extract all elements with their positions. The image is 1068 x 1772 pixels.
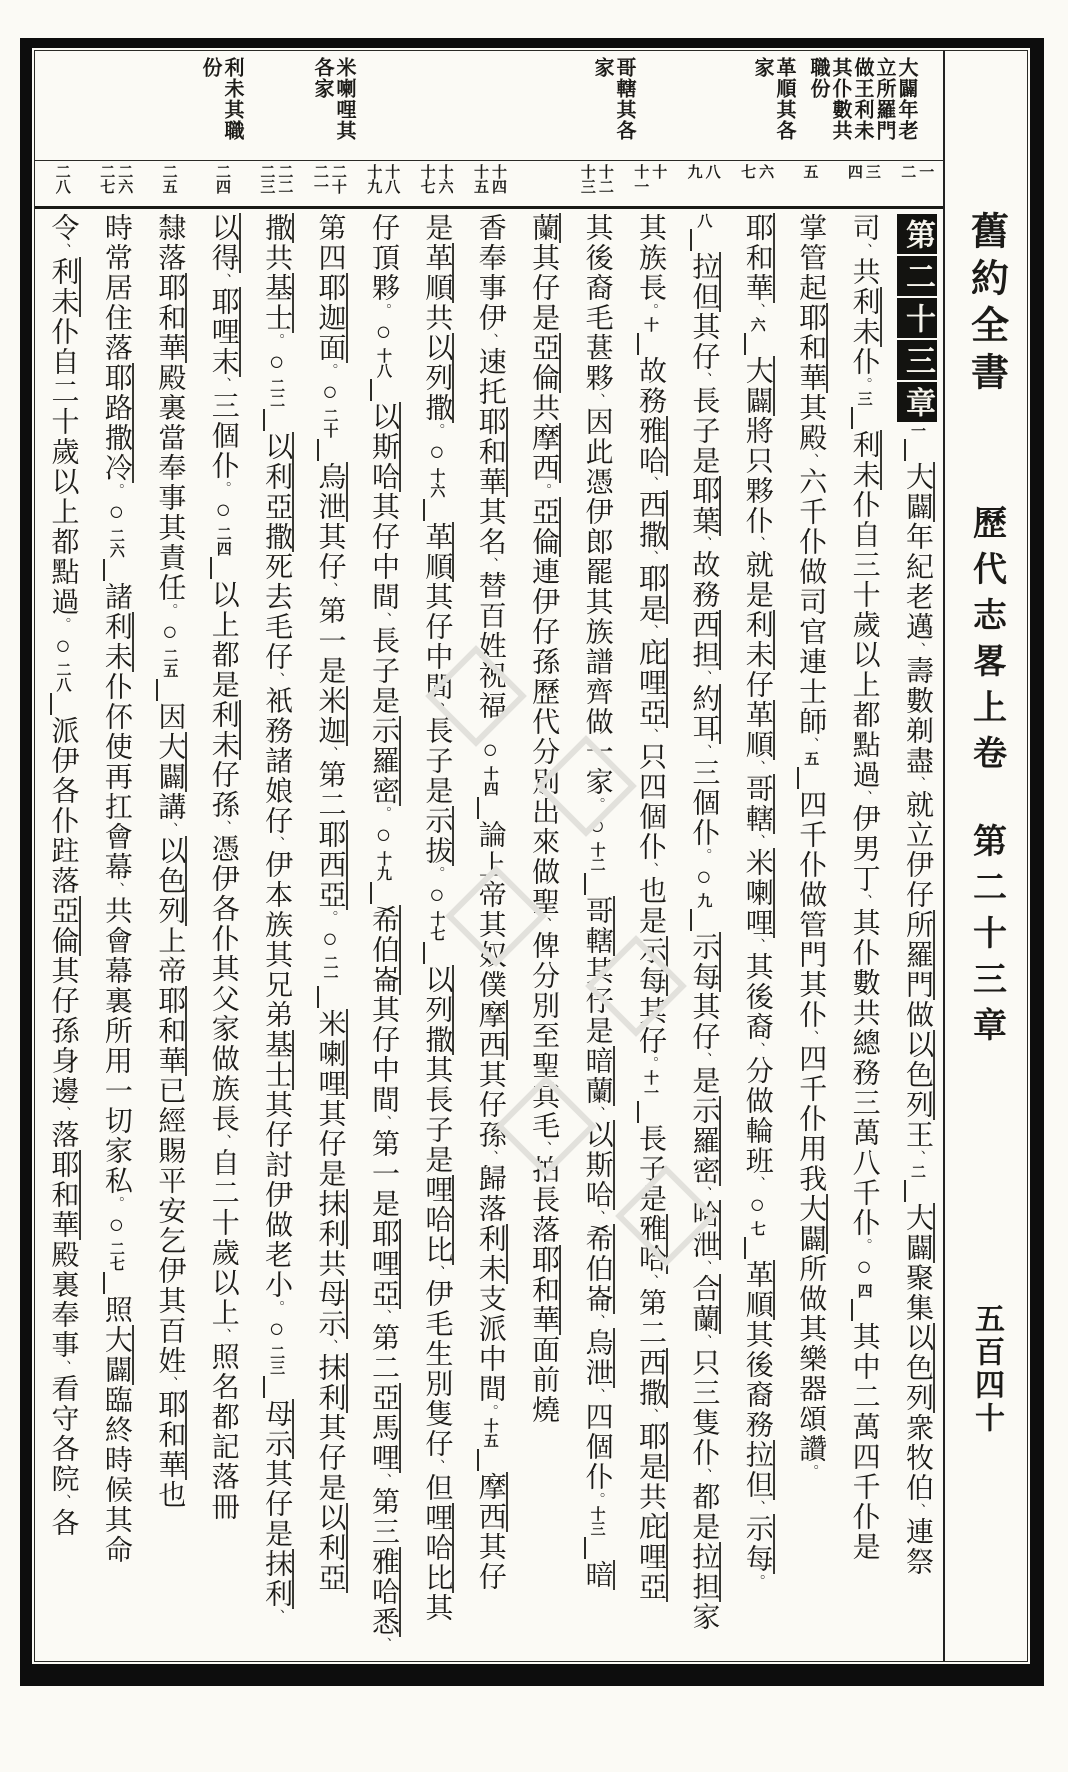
inline-verse-marker: 二六 — [107, 528, 124, 558]
verse-marker-line — [103, 1272, 105, 1294]
proper-name: 示每 — [741, 1514, 773, 1574]
proper-name: 暗蘭 — [581, 1046, 613, 1106]
proper-name: 西撒 — [634, 1348, 666, 1408]
inline-verse-marker: 十 — [641, 317, 658, 332]
verse-marker-line — [584, 873, 586, 895]
section-circle: ○ — [48, 631, 78, 662]
proper-name: 以利亞撒 — [261, 432, 293, 552]
verse-number: 五 — [801, 164, 818, 180]
verse-number: 十一 — [632, 164, 649, 195]
proper-name: 拉担 — [688, 1542, 720, 1602]
text-column: 以得、耶哩末、三個仆。○二四以上都是利未仔孫、憑伊各仆其父家做族長、自二十歲以上、照名都記落冊 — [207, 213, 239, 1522]
marginal-note — [199, 57, 243, 141]
verse-number-band — [35, 161, 943, 209]
proper-name: 抹利 — [261, 1549, 293, 1609]
marginal-note — [311, 57, 355, 141]
verse-number: 九 — [685, 164, 702, 180]
section-circle: ○ — [689, 862, 719, 893]
verse-marker-line — [423, 942, 425, 964]
proper-name: 以色列 — [902, 1030, 933, 1120]
verse-number: 十五 — [472, 164, 489, 195]
verse-number-slot — [195, 161, 248, 206]
inline-verse-marker: 四 — [855, 1283, 872, 1298]
proper-name: 革順 — [741, 1260, 773, 1320]
marginal-note-column: 革順其各 — [773, 57, 795, 141]
verse-number-slot — [729, 161, 782, 206]
text-column: 第四耶迦面。○二十烏泄其仔、第一是米迦、第二耶西亞。○二一米喇哩其仔是抹利共母示、抹利其仔是以利亞 — [314, 213, 346, 1593]
verse-marker-line — [156, 679, 158, 701]
verse-number-slot — [142, 161, 195, 206]
proper-name: 希伯崙 — [581, 1224, 613, 1314]
verse-marker-line — [210, 557, 212, 579]
marginal-notes-band — [35, 51, 943, 161]
marginal-note-column: 做王利未 — [851, 57, 873, 141]
verse-marker-line — [263, 1376, 265, 1398]
verse-number: 十三 — [578, 164, 595, 195]
proper-name: 合蘭 — [688, 1274, 720, 1334]
marginal-note — [807, 57, 917, 141]
text-column: 其族長。十故務雅哈、西撒、耶是、庇哩亞、只四個仆、也是示每其仔。十一長子是雅哈、第二西撒、耶是共庇哩亞 — [634, 213, 666, 1602]
proper-name: 摩西 — [474, 1000, 506, 1060]
proper-name: 示拔 — [421, 806, 453, 866]
verse-number: 二八 — [53, 164, 70, 195]
section-circle: ○ — [315, 924, 345, 955]
section-circle: ○ — [475, 735, 505, 766]
verse-marker-line — [317, 986, 319, 1008]
proper-name: 米喇哩 — [314, 1009, 346, 1099]
inline-verse-marker: 八 — [695, 213, 712, 228]
proper-name: 耶路撒冷 — [100, 363, 132, 483]
proper-name: 大闢 — [741, 356, 773, 416]
verse-number: 二六 — [116, 164, 133, 195]
proper-name: 基士 — [261, 1030, 293, 1090]
inline-verse-marker: 二八 — [54, 662, 71, 692]
proper-name: 以斯哈 — [367, 402, 399, 492]
proper-name: 以列撒 — [421, 333, 453, 423]
verse-number-slot — [890, 161, 943, 206]
verse-marker-line — [50, 693, 52, 715]
verse-marker-line — [370, 379, 372, 401]
proper-name: 烏泄 — [581, 1328, 613, 1388]
verse-number: 四 — [845, 164, 862, 180]
marginal-note-column: 立所羅門 — [873, 57, 895, 141]
verse-marker-line — [317, 439, 319, 461]
verse-number-slot — [783, 161, 836, 206]
verse-marker-line — [584, 1537, 586, 1559]
proper-name: 哩哈比 — [421, 1175, 453, 1265]
proper-name: 哈泄 — [688, 1200, 720, 1260]
proper-name: 利未 — [47, 257, 79, 317]
proper-name: 亞倫 — [528, 333, 560, 393]
inline-verse-marker: 二四 — [214, 526, 231, 556]
proper-name: 哥轄 — [741, 774, 773, 834]
proper-name: 以得 — [207, 213, 239, 273]
marginal-note-column: 哥轄其各 — [613, 57, 635, 141]
proper-name: 大闢 — [795, 1194, 827, 1254]
proper-name: 耶和華 — [528, 1245, 560, 1335]
proper-name: 西撒 — [634, 490, 666, 550]
proper-name: 抹利 — [314, 1353, 346, 1413]
title-column — [943, 51, 1027, 1661]
inline-verse-marker: 二三 — [268, 1345, 285, 1375]
proper-name: 利未 — [848, 287, 880, 347]
proper-name: 大闢 — [154, 732, 186, 792]
text-column: 隸落耶和華殿裏當奉事其責任。○二五因大闢講、以色列上帝耶和華已經賜平安乞伊其百姓、耶和華也 — [154, 213, 186, 1510]
verse-marker-line — [851, 407, 853, 429]
proper-name: 革順 — [421, 522, 453, 582]
section-circle: ○ — [101, 497, 131, 528]
marginal-note — [751, 57, 795, 141]
verse-marker-line — [103, 559, 105, 581]
inline-verse-marker: 十一 — [641, 1070, 658, 1100]
page-number: 五百四十 — [970, 1303, 1003, 1435]
text-column: 仔頂夥。○十八以斯哈其仔中間、長子是示羅密。○十九希伯崙其仔中間、第一是耶哩亞、第二亞馬哩、第三雅哈悉、 — [367, 213, 399, 1651]
verse-number-slot — [836, 161, 889, 206]
proper-name: 耶和華 — [474, 407, 506, 497]
inline-verse-marker: 十九 — [374, 851, 391, 881]
verse-marker-line — [797, 767, 799, 789]
verse-marker-line — [263, 409, 265, 431]
proper-name: 雅哈悉 — [367, 1547, 399, 1637]
proper-name: 利未 — [741, 610, 773, 670]
page-frame — [20, 38, 1044, 1686]
proper-name: 耶是 — [634, 564, 666, 624]
verse-marker-line — [423, 499, 425, 521]
proper-name: 耶和華 — [795, 303, 827, 393]
proper-name: 母示 — [261, 1399, 293, 1459]
inline-verse-marker: 九 — [695, 893, 712, 908]
proper-name: 蘭 — [528, 213, 560, 243]
proper-name: 大闢 — [902, 1203, 933, 1263]
proper-name: 利未 — [100, 612, 132, 672]
text-column: 掌管起耶和華其殿、六千仆做司官連士師、五四千仆做管門其仆、四千仆用我大闢所做其樂器頌讚。 — [795, 213, 827, 1478]
section-circle: ○ — [368, 820, 398, 851]
verse-number-slot — [462, 161, 515, 206]
proper-name: 抹利 — [314, 1189, 346, 1249]
text-column: 令、利未仆自二十歲以上都點過。○二八派伊各仆跓落亞倫其仔孫身邊、落耶和華殿裏奉事、看守各院、各 — [47, 213, 79, 1538]
verse-marker-line — [904, 439, 906, 461]
verse-marker-line — [690, 229, 692, 251]
inline-verse-marker: 二二 — [268, 378, 285, 408]
section-circle: ○ — [849, 1252, 879, 1283]
proper-name: 約耳 — [688, 684, 720, 744]
verse-number: 八 — [703, 164, 720, 180]
verse-number: 六 — [757, 164, 774, 180]
section-circle: ○ — [101, 1210, 131, 1241]
text-column: 其後裔毛葚夥、因此憑伊郎罷其族譜齊做一家。○十二哥轄其仔是暗蘭、以斯哈、希伯崙、烏泄、四個仆。十三暗 — [581, 213, 613, 1590]
verse-number-slot — [623, 161, 676, 206]
proper-name: 以色列 — [154, 836, 186, 926]
verse-number: 二四 — [214, 164, 231, 195]
proper-name: 耶西亞 — [314, 820, 346, 910]
verse-number-slot — [89, 161, 142, 206]
chapter-title: 第二十三章 — [967, 823, 1005, 1053]
proper-name: 拉但 — [688, 252, 720, 312]
verse-number: 二 — [899, 164, 916, 180]
proper-name: 利未 — [474, 1224, 506, 1284]
proper-name: 西担 — [688, 610, 720, 670]
marginal-note-column: 份 — [199, 57, 221, 78]
inline-verse-marker: 十七 — [428, 911, 445, 941]
section-circle: ○ — [368, 317, 398, 348]
inline-verse-marker: 二 — [909, 1164, 925, 1179]
text-column: 第二十三章一大闢年紀老邁、壽數剃盡、就立伊仔所羅門做以色列王、二大闢聚集以色列衆牧伯、連祭 — [890, 213, 943, 1661]
marginal-note-column: 職份 — [807, 57, 829, 99]
verse-number-slot — [676, 161, 729, 206]
proper-name: 撒 — [261, 213, 293, 243]
inline-verse-marker: 二五 — [161, 648, 178, 678]
verse-number-slot — [409, 161, 462, 206]
marginal-note — [591, 57, 635, 141]
chapter-heading-box: 十 — [897, 298, 937, 338]
proper-name: 以列撒 — [421, 965, 453, 1055]
marginal-note-column: 米喇哩其 — [333, 57, 355, 141]
proper-name: 暗 — [581, 1560, 613, 1590]
proper-name: 示每 — [634, 936, 666, 996]
proper-name: 以利亞 — [314, 1503, 346, 1593]
proper-name: 拉但 — [741, 1440, 773, 1500]
inline-verse-marker: 十二 — [588, 842, 605, 872]
verse-number: 十九 — [365, 164, 382, 195]
proper-name: 米喇哩 — [741, 848, 773, 938]
marginal-note-column: 家 — [751, 57, 773, 78]
text-column: 時常居住落耶路撒冷。○二六諸利未仆伓使再扛會幕、共會幕裏所用一切家私。○二七照大闢臨終時候其命 — [100, 213, 132, 1565]
section-circle: ○ — [422, 880, 452, 911]
proper-name: 希伯崙 — [367, 905, 399, 995]
proper-name: 耶是 — [634, 1422, 666, 1482]
verse-marker-line — [637, 333, 639, 355]
inline-verse-marker: 一 — [909, 423, 925, 438]
verse-number: 十七 — [418, 164, 435, 195]
section-circle: ○ — [742, 1190, 772, 1221]
chapter-heading-box: 章 — [897, 382, 937, 422]
proper-name: 耶和華 — [154, 1390, 186, 1480]
text-column: 司、共利未仆。三利未仆自三十歲以上都點過、伊男丁、其仆數共總務三萬八千仆。○四其中二萬四千仆是 — [848, 213, 880, 1562]
text-column: 香奉事伊、速托耶和華其名、替百姓祝福。○十四論上帝其奴僕摩西其仔孫、歸落利未支派中間。十五摩西其仔 — [474, 213, 506, 1592]
proper-name: 亞馬哩 — [367, 1383, 399, 1473]
proper-name: 雅哈 — [634, 1214, 666, 1274]
verse-marker-line — [370, 882, 372, 904]
section-circle: ○ — [208, 495, 238, 526]
verse-number: 十二 — [596, 164, 613, 195]
inline-verse-marker: 十八 — [374, 348, 391, 378]
verse-number-slot — [302, 161, 355, 206]
verse-number: 十 — [650, 164, 667, 180]
text-column: 八拉但其仔、長子是耶葉、故務西担、約耳、三個仆。○九示每其仔、是示羅密、哈泄、合蘭、只三隻仆、都是拉担家 — [688, 213, 720, 1632]
section-circle: ○ — [582, 811, 612, 842]
verse-marker-line — [477, 1449, 479, 1471]
section-circle: ○ — [155, 617, 185, 648]
inline-verse-marker: 七 — [748, 1221, 765, 1236]
proper-name: 庇哩亞 — [634, 1512, 666, 1602]
verse-number: 十八 — [383, 164, 400, 195]
proper-name: 耶哩亞 — [367, 1219, 399, 1309]
proper-name: 大闢 — [100, 1325, 132, 1385]
proper-name: 耶和華 — [47, 1150, 79, 1240]
proper-name: 所羅門 — [902, 910, 933, 1000]
text-columns — [35, 209, 943, 1661]
book-title: 舊約全書 — [964, 211, 1007, 399]
inline-verse-marker: 十六 — [428, 468, 445, 498]
verse-number: 二五 — [160, 164, 177, 195]
verse-number: 十六 — [436, 164, 453, 195]
page-inner-border — [34, 50, 1028, 1662]
proper-name: 大闢 — [902, 462, 933, 522]
verse-marker-line — [744, 1237, 746, 1259]
text-column: 是革順共以列撒。○十六革順其仔中間、長子是示拔。○十七以列撒其長子是哩哈比、伊毛生別隻仔、但哩哈比其 — [421, 213, 453, 1623]
verse-number-slot — [356, 161, 409, 206]
inline-verse-marker: 二七 — [107, 1241, 124, 1271]
verse-number: 一 — [917, 164, 934, 180]
main-text-block — [35, 51, 943, 1661]
inline-verse-marker: 十五 — [481, 1418, 498, 1448]
verse-number: 二三 — [258, 164, 275, 195]
proper-name: 示每 — [688, 932, 720, 992]
inline-verse-marker: 五 — [802, 751, 819, 766]
section-circle: ○ — [262, 347, 292, 378]
marginal-note-column: 家 — [591, 57, 613, 78]
proper-name: 哥轄 — [581, 896, 613, 956]
proper-name: 耶和華 — [741, 213, 773, 303]
chapter-heading-box: 二 — [897, 256, 937, 296]
proper-name: 耶和華 — [154, 273, 186, 363]
proper-name: 庇哩亞 — [634, 638, 666, 728]
proper-name: 摩西 — [528, 423, 560, 483]
text-column: 蘭其仔是亞倫共摩西。亞倫連伊仔孫歷代分別出來做聖、俾分別至聖其毛、拍長落耶和華面前燒 — [528, 213, 560, 1425]
inline-verse-marker: 六 — [748, 317, 765, 332]
proper-name: 以色列 — [902, 1323, 933, 1413]
verse-number: 十四 — [490, 164, 507, 195]
verse-marker-line — [637, 1101, 639, 1123]
chapter-heading-box: 三 — [897, 340, 937, 380]
proper-name: 以斯哈 — [581, 1120, 613, 1210]
verse-number: 二十 — [329, 164, 346, 195]
proper-name: 示羅密 — [688, 1096, 720, 1186]
section-circle: ○ — [422, 437, 452, 468]
verse-number-slot — [569, 161, 622, 206]
proper-name: 耶葉 — [688, 476, 720, 536]
proper-name: 革順 — [741, 700, 773, 760]
inline-verse-marker: 三 — [855, 391, 872, 406]
verse-number: 三 — [863, 164, 880, 180]
verse-marker-line — [904, 1180, 906, 1202]
proper-name: 亞倫 — [528, 497, 560, 557]
proper-name: 耶和華 — [154, 986, 186, 1076]
verse-number: 二一 — [311, 164, 328, 195]
inline-verse-marker: 十四 — [481, 766, 498, 796]
proper-name: 米迦 — [314, 686, 346, 746]
verse-number: 二二 — [276, 164, 293, 195]
proper-name: 烏泄 — [314, 462, 346, 522]
verse-marker-line — [744, 333, 746, 355]
verse-number-slot — [249, 161, 302, 206]
proper-name: 耶迦面 — [314, 273, 346, 363]
proper-name: 革順 — [421, 243, 453, 303]
verse-number: 七 — [739, 164, 756, 180]
inline-verse-marker: 十三 — [588, 1506, 605, 1536]
verse-marker-line — [477, 797, 479, 819]
proper-name: 雅哈 — [634, 416, 666, 476]
proper-name: 示羅密 — [367, 716, 399, 806]
proper-name: 利未 — [207, 700, 239, 760]
verse-number: 二七 — [98, 164, 115, 195]
marginal-note-column: 大闢年老 — [895, 57, 917, 141]
volume-title: 歷代志畧上卷 — [967, 505, 1005, 781]
proper-name: 母示 — [314, 1279, 346, 1339]
proper-name: 亞倫 — [47, 896, 79, 956]
verse-number-slot — [516, 161, 569, 206]
verse-marker-line — [851, 1299, 853, 1321]
verse-number-slot — [35, 161, 88, 206]
inline-verse-marker: 二十 — [321, 408, 338, 438]
proper-name: 利未 — [848, 430, 880, 490]
proper-name: 哩哈比 — [421, 1503, 453, 1593]
marginal-note-column: 其仆數共 — [829, 57, 851, 141]
marginal-note-column: 利未其職 — [221, 57, 243, 141]
section-circle: ○ — [315, 377, 345, 408]
inline-verse-marker: 二一 — [321, 955, 338, 985]
proper-name: 基士 — [261, 273, 293, 333]
marginal-note-column: 各家 — [311, 57, 333, 99]
section-circle: ○ — [262, 1314, 292, 1345]
text-column: 撒共基士。○二二以利亞撒死去毛仔、衹務諸娘仔、伊本族其兄弟基士其仔討伊做老小。○二三母示其仔是抹利、 — [261, 213, 293, 1623]
proper-name: 耶哩末 — [207, 287, 239, 377]
chapter-heading-box: 第 — [897, 214, 937, 254]
verse-marker-line — [690, 909, 692, 931]
proper-name: 摩西 — [474, 1472, 506, 1532]
text-column: 耶和華、六大闢將只夥仆、就是利未仔革順、哥轄、米喇哩、其後裔、分做輪班、○七革順其後裔務拉但、示每。 — [741, 213, 773, 1588]
